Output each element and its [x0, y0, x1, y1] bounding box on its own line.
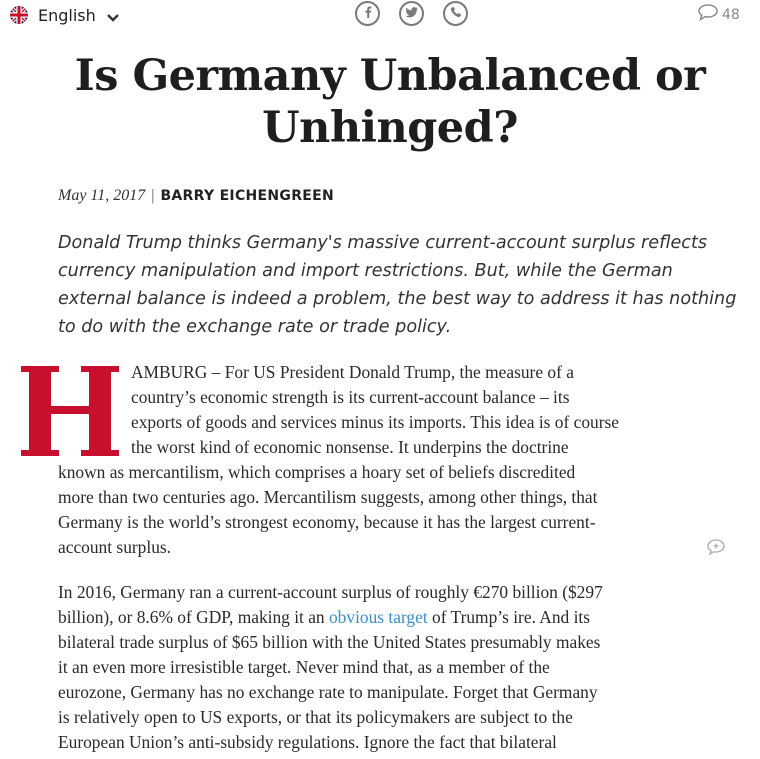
drop-cap — [21, 366, 119, 456]
facebook-icon — [361, 5, 375, 23]
paragraph-line: known as mercantilism, which comprises a hoary set of beliefs discredited — [58, 462, 576, 482]
paragraph-line: is relatively open to US exports, or that its policymakers are subject to the — [58, 707, 573, 727]
language-selector[interactable] — [10, 3, 120, 27]
paragraph-line: In 2016, Germany ran a current-account surplus of roughly €270 billion ($297 — [58, 582, 603, 602]
top-bar — [0, 0, 760, 30]
paragraph-line: exports of goods and services minus its imports. This idea is of course — [131, 412, 619, 432]
comment-bubble-icon — [696, 2, 720, 27]
chevron-down-icon — [106, 10, 120, 20]
paragraph-line: AMBURG – For US President Donald Trump, the measure of a — [131, 362, 574, 382]
obvious-target-link[interactable]: obvious target — [328, 607, 428, 627]
paragraph-line: the worst kind of economic nonsense. It underpins the doctrine — [131, 437, 569, 457]
facebook-share-button[interactable] — [355, 1, 380, 26]
article-title: Is Germany Unbalanced or Unhinged? — [74, 51, 706, 153]
paragraph-line: European Union’s anti-subsidy regulations. Ignore the fact that bilateral — [58, 732, 557, 752]
byline-separator: | — [151, 187, 155, 204]
comments-link[interactable] — [696, 2, 740, 27]
whatsapp-icon — [449, 5, 463, 23]
twitter-share-button[interactable] — [399, 1, 424, 26]
text-segment: billion), or 8.6% of GDP, making it an — [58, 607, 329, 627]
paragraph-line: it an even more irresistible target. Never mind that, as a member of the — [58, 657, 550, 677]
twitter-icon — [405, 5, 419, 23]
byline — [58, 187, 334, 205]
text-segment: of Trump’s ire. And its — [427, 607, 591, 627]
paragraph-line: eurozone, Germany has no exchange rate to manipulate. Forget that Germany — [58, 682, 598, 702]
author-link[interactable]: BARRY EICHENGREEN — [160, 188, 335, 204]
paragraph-line: more than two centuries ago. Mercantilism suggests, among other things, that — [58, 487, 598, 507]
publish-date: May 11, 2017 — [58, 187, 146, 204]
paragraph-line: bilateral trade surplus of $65 billion with the United States presumably makes — [58, 632, 601, 652]
language-label: English — [38, 5, 96, 25]
paragraph-line: country’s economic strength is its current-account balance – its — [131, 387, 570, 407]
add-comment-icon[interactable] — [706, 538, 726, 556]
whatsapp-share-button[interactable] — [443, 1, 468, 26]
paragraph-line: account surplus. — [58, 537, 172, 557]
comment-count: 48 — [722, 6, 740, 23]
uk-flag-icon — [10, 6, 28, 24]
paragraph-line: Germany is the world’s strongest economy, because it has the largest current- — [58, 512, 596, 532]
article-summary: Donald Trump thinks Germany's massive current-account surplus reflects currency manipulation and import restrictions. But, while the German external balance is indeed a problem, the best way to address it has nothing to do with the exchange rate or trade policy. — [58, 233, 737, 337]
paragraph-line — [58, 607, 590, 628]
